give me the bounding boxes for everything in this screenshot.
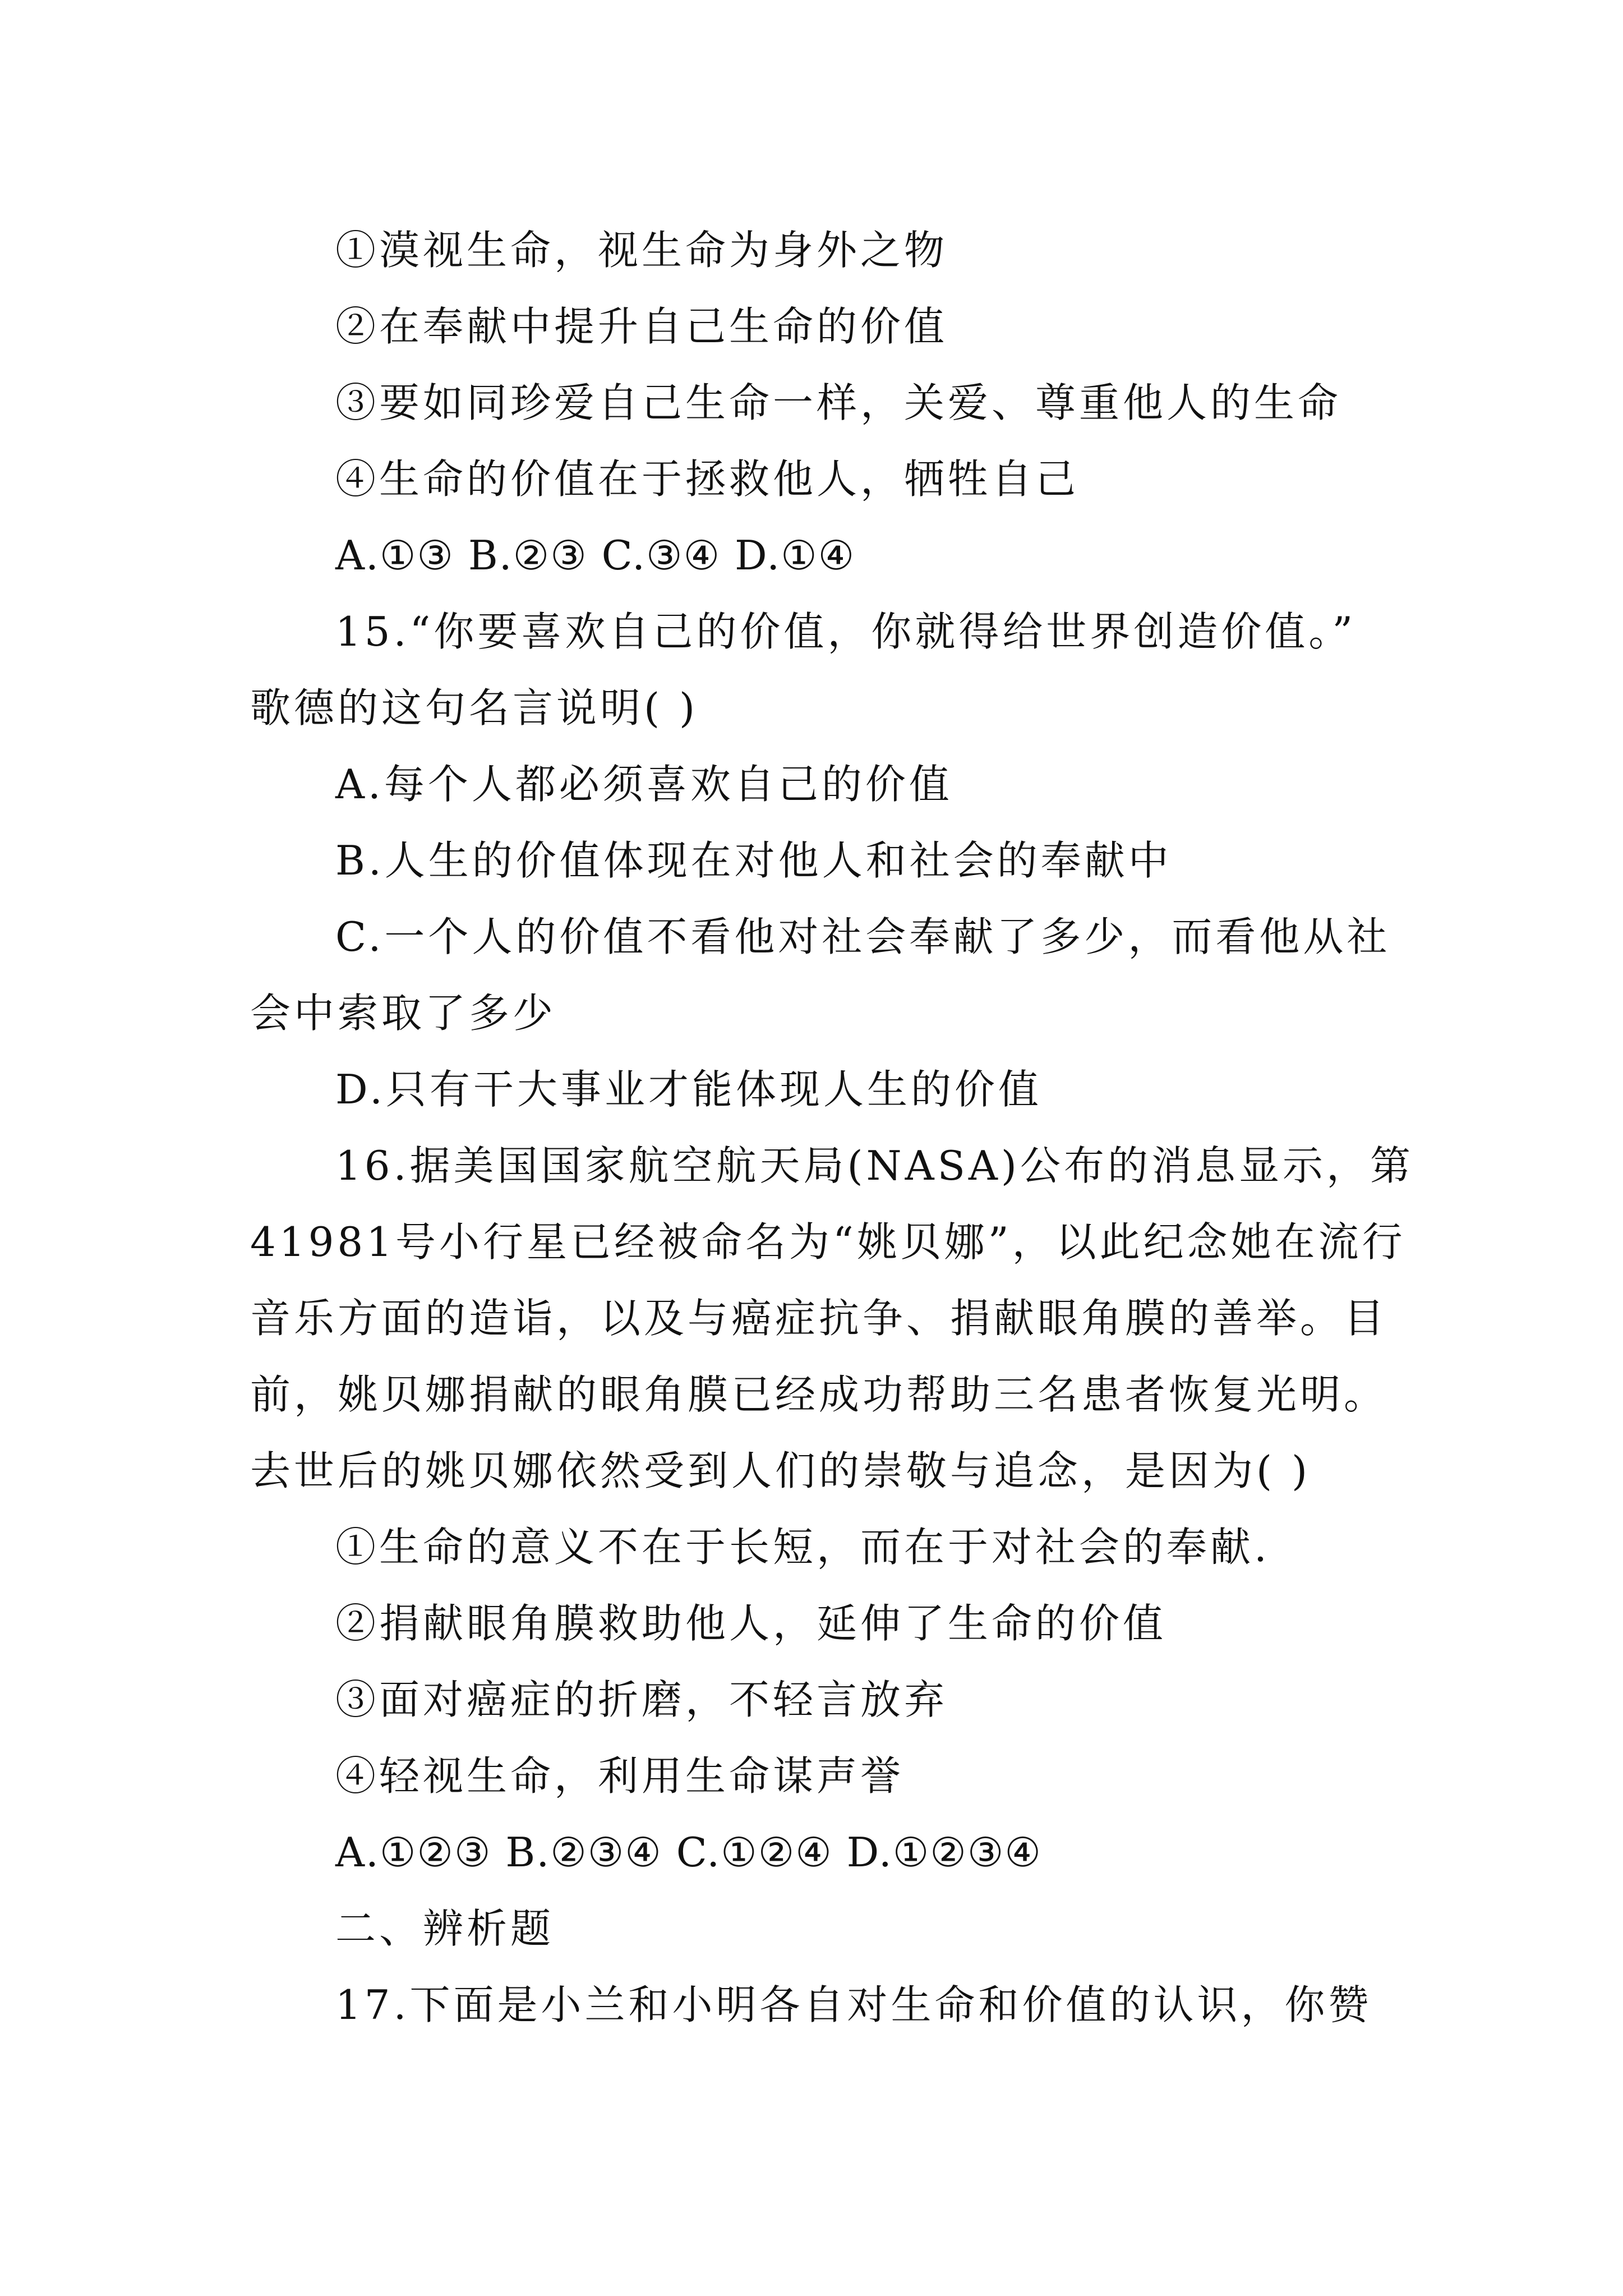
q16-stem-line-2: 41981号小行星已经被命名为“姚贝娜”，以此纪念她在流行 xyxy=(250,1218,1406,1266)
q14-option-4: ④生命的价值在于拯救他人，牺牲自己 xyxy=(335,455,1080,503)
q14-option-3: ③要如同珍爱自己生命一样，关爱、尊重他人的生命 xyxy=(335,379,1342,426)
document-body xyxy=(250,212,1414,2043)
q15-stem-line-2: 歌德的这句名言说明( ) xyxy=(250,684,699,731)
q15-choice-d: D.只有干大事业才能体现人生的价值 xyxy=(335,1066,1043,1113)
q15-stem-line-1: 15.“你要喜欢自己的价值，你就得给世界创造价值。” xyxy=(335,608,1357,655)
q14-option-2: ②在奉献中提升自己生命的价值 xyxy=(335,303,948,350)
q16-answer-choices: A.①②③ B.②③④ C.①②④ D.①②③④ xyxy=(335,1829,1042,1876)
q16-option-1: ①生命的意义不在于长短，而在于对社会的奉献. xyxy=(335,1524,1270,1571)
q16-stem-line-1: 16.据美国国家航空航天局(NASA)公布的消息显示，第 xyxy=(335,1142,1414,1189)
q16-option-3: ③面对癌症的折磨，不轻言放弃 xyxy=(335,1676,948,1723)
q14-option-1: ①漠视生命，视生命为身外之物 xyxy=(335,227,948,274)
q16-stem-line-5: 去世后的姚贝娜依然受到人们的崇敬与追念，是因为( ) xyxy=(250,1447,1311,1494)
q16-option-4: ④轻视生命，利用生命谋声誉 xyxy=(335,1752,905,1800)
q15-choice-b: B.人生的价值体现在对他人和社会的奉献中 xyxy=(335,837,1172,884)
section-heading: 二、辨析题 xyxy=(335,1905,555,1952)
q17-stem-line-1: 17.下面是小兰和小明各自对生命和价值的认识，你赞 xyxy=(335,1981,1372,2028)
q15-choice-c-line-1: C.一个人的价值不看他对社会奉献了多少，而看他从社 xyxy=(335,913,1391,960)
q14-answer-choices: A.①③ B.②③ C.③④ D.①④ xyxy=(335,532,856,579)
q15-choice-c-line-2: 会中索取了多少 xyxy=(250,990,557,1037)
q16-stem-line-3: 音乐方面的造诣，以及与癌症抗争、捐献眼角膜的善举。目 xyxy=(250,1295,1388,1342)
q16-option-2: ②捐献眼角膜救助他人，延伸了生命的价值 xyxy=(335,1600,1167,1647)
q16-stem-line-4: 前，姚贝娜捐献的眼角膜已经成功帮助三名患者恢复光明。 xyxy=(250,1371,1388,1418)
q15-choice-a: A.每个人都必须喜欢自己的价值 xyxy=(335,761,953,808)
